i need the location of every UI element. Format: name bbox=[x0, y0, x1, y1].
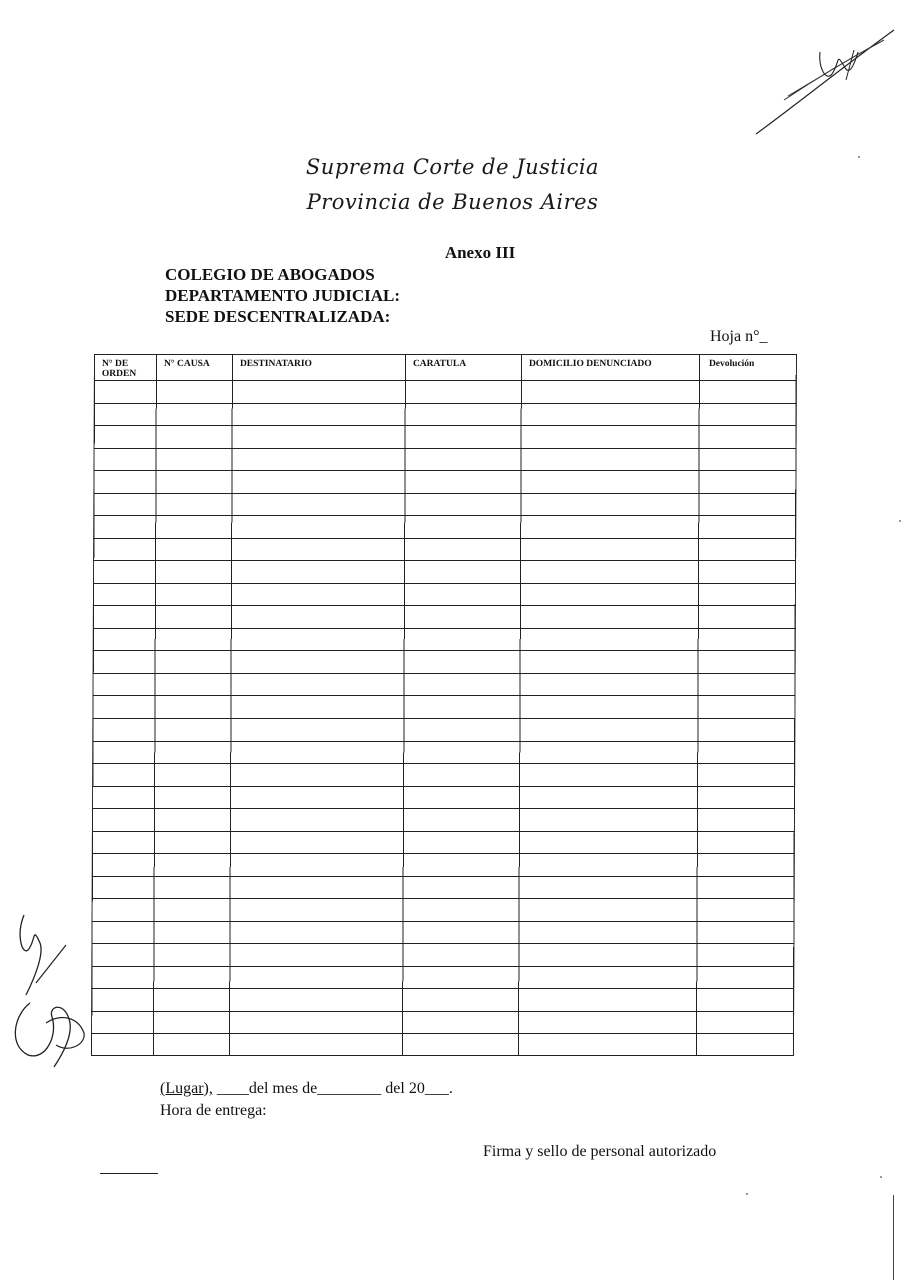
annex-title: Anexo III bbox=[444, 243, 516, 262]
column-header-line: ORDEN bbox=[101, 369, 137, 379]
scan-margin-line bbox=[893, 1195, 894, 1280]
column-header bbox=[709, 359, 755, 369]
judicial-department-heading: DEPARTAMENTO JUDICIAL: bbox=[165, 286, 401, 305]
register-table bbox=[91, 354, 797, 1056]
column-header-line: DESTINATARIO bbox=[239, 359, 312, 369]
column-header-line: N° CAUSA bbox=[163, 359, 210, 369]
table-border-right bbox=[793, 354, 796, 1056]
column-header bbox=[529, 359, 652, 369]
column-header-line: CARATULA bbox=[412, 359, 467, 369]
court-name: Suprema Corte de Justicia bbox=[305, 155, 600, 179]
sheet-number-label: Hoja n°_ bbox=[710, 328, 768, 345]
place-label: (Lugar), bbox=[160, 1080, 213, 1097]
signature-caption: Firma y sello de personal autorizado bbox=[483, 1143, 717, 1160]
scan-speck bbox=[858, 156, 860, 158]
column-divider bbox=[229, 354, 232, 1056]
scan-speck bbox=[899, 520, 901, 522]
place-date-line bbox=[160, 1079, 453, 1099]
column-header bbox=[164, 358, 210, 369]
column-header-line: Devolución bbox=[708, 359, 755, 369]
column-header bbox=[102, 358, 137, 379]
province-name: Provincia de Buenos Aires bbox=[306, 190, 599, 214]
column-header-line: N° DE bbox=[101, 359, 129, 369]
signature-rule bbox=[100, 1173, 158, 1174]
scan-speck bbox=[746, 1193, 748, 1195]
bar-association-heading: COLEGIO DE ABOGADOS bbox=[165, 265, 375, 284]
column-header-line: DOMICILIO DENUNCIADO bbox=[528, 359, 652, 369]
column-divider bbox=[518, 354, 521, 1056]
decentralized-office-heading: SEDE DESCENTRALIZADA: bbox=[165, 307, 391, 326]
delivery-time-label: Hora de entrega: bbox=[160, 1102, 267, 1119]
column-divider bbox=[402, 354, 405, 1056]
column-divider bbox=[696, 354, 699, 1056]
scan-speck bbox=[880, 1176, 882, 1178]
table-border-left bbox=[91, 354, 94, 1056]
handwritten-signature-top bbox=[748, 22, 898, 140]
column-header bbox=[413, 359, 466, 369]
date-blanks: ____del mes de________ del 20___. bbox=[212, 1080, 453, 1097]
handwritten-signature-left bbox=[6, 905, 88, 1070]
column-divider bbox=[153, 354, 156, 1056]
column-header bbox=[240, 359, 312, 369]
